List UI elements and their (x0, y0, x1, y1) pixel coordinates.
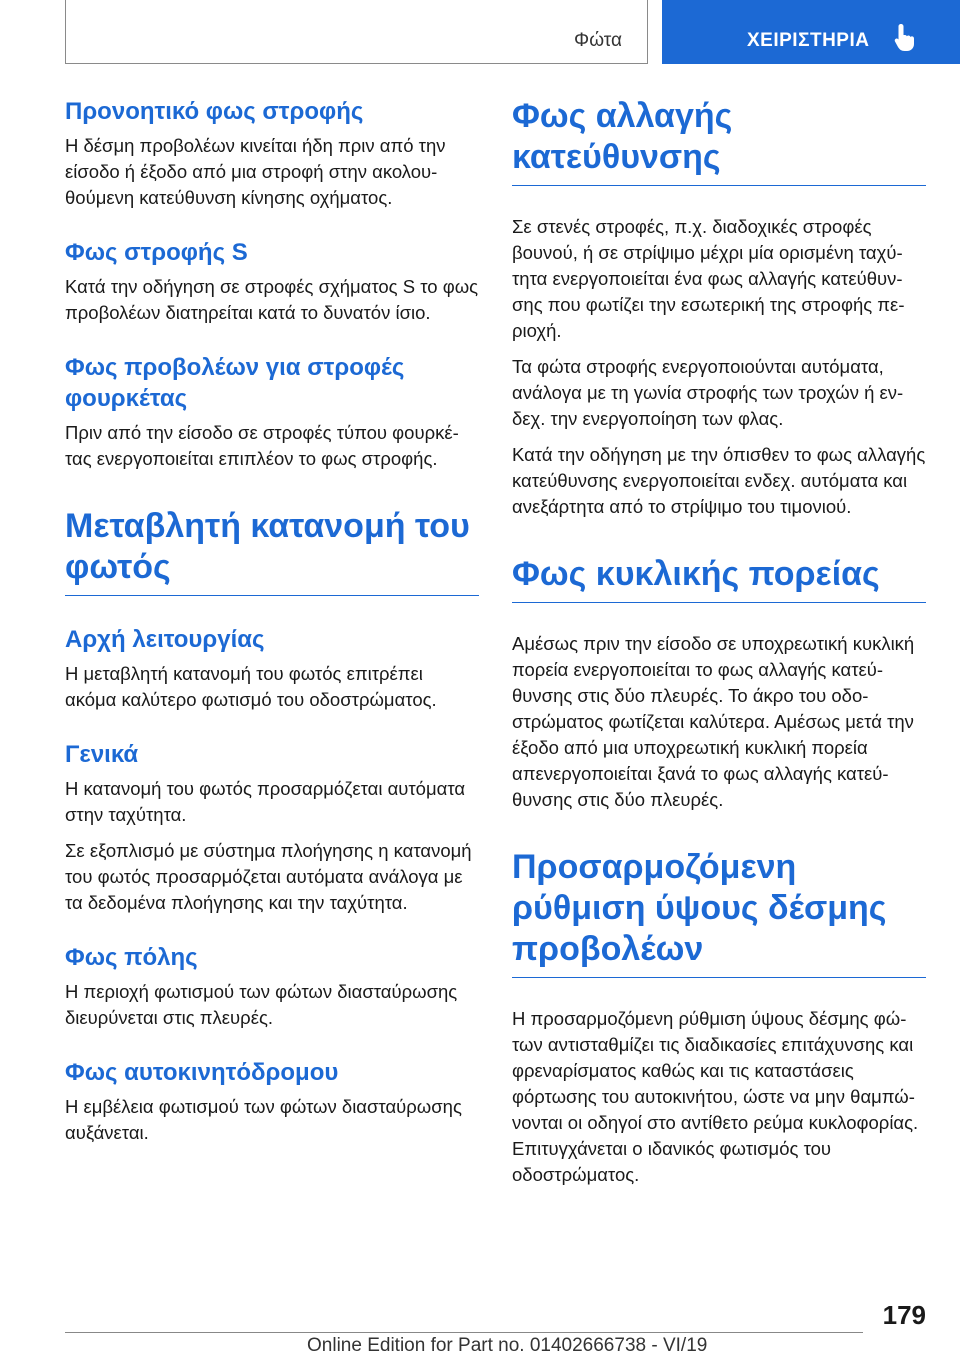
paragraph-s-curve-light: Κατά την οδήγηση σε στροφές σχήματος S το φως προβολέων διατηρείται κατά το δυνατόν ίσιο. (65, 276, 479, 323)
paragraph-turning-light-1: Σε στενές στροφές, π.χ. διαδοχικές στροφές βουνού, ή σε στρίψιμο μέχρι μία ορισμένη ταχύτητα ενεργοποιείται ένα φως αλλαγής κατεύθυνσης που φωτίζει την εσωτερική της στροφής περιοχή. (512, 216, 905, 341)
paragraph-turning-light-2: Τα φώτα στροφής ενεργοποιούνται αυτόματα, ανάλογα με τη γωνία στροφής των τροχών ή ενδεχ. την ενεργοποίηση των φλας. (512, 356, 904, 429)
paragraph-general-2: Σε εξοπλισμό με σύστημα πλοήγησης η κατανομή του φωτός προσαρμόζεται αυτόματα ανάλογα με τα δεδομένα πλοήγησης και την ταχύτητα. (65, 840, 472, 913)
page-number: 179 (882, 1300, 926, 1330)
heading-predictive-cornering-light: Προνοητικό φως στροφής (65, 98, 364, 125)
footer-divider (65, 1332, 863, 1333)
heading-general: Γενικά (65, 741, 139, 768)
header-chapter-tab[interactable] (662, 0, 960, 64)
paragraph-motorway-light: Η εμβέλεια φωτισμού των φώτων διασταύρωσης αυξάνεται. (65, 1096, 462, 1143)
paragraph-turning-light-3: Κατά την οδήγηση με την όπισθεν το φως αλλαγής κατεύθυνσης ενεργοποιείται ενδεχ. αυτόματα και ανεξάρτητα από το στρίψιμο του τιμονιού. (512, 444, 926, 517)
right-column (512, 96, 926, 1198)
paragraph-hairpin-light: Πριν από την είσοδο σε στροφές τύπου φουρκέτας ενεργοποιείται επιπλέον το φως στροφής. (65, 422, 459, 469)
paragraph-predictive-cornering-light: Η δέσμη προβολέων κινείται ήδη πριν από την είσοδο ή έξοδο από μια στροφή στην ακολουθούμενη κατεύθυνση κίνησης οχήματος. (65, 135, 446, 208)
heading-turning-light: Φως αλλαγής κατεύθυνσης (512, 96, 926, 186)
heading-variable-light-distribution: Μεταβλητή κατανομή του φωτός (65, 506, 479, 596)
heading-hairpin-light: Φως προβολέων για στροφές φουρκέτας (65, 354, 405, 412)
chapter-label: ΧΕΙΡΙΣΤΗΡΙΑ (747, 30, 870, 51)
paragraph-general-1: Η κατανομή του φωτός προσαρμόζεται αυτόματα στην ταχύτητα. (65, 778, 466, 825)
edition-note: Online Edition for Part no. 01402666738 - VI/19 (307, 1335, 708, 1356)
header-section-title: Φώτα (574, 30, 622, 51)
paragraph-city-light: Η περιοχή φωτισμού των φώτων διασταύρωσης διευρύνεται στις πλευρές. (65, 981, 458, 1028)
heading-s-curve-light: Φως στροφής S (65, 239, 248, 266)
left-column (65, 96, 479, 1156)
heading-roundabout-light: Φως κυκλικής πορείας (512, 554, 926, 603)
heading-motorway-light: Φως αυτοκινητόδρομου (65, 1059, 339, 1086)
header-frame (65, 0, 648, 64)
paragraph-roundabout-light: Αμέσως πριν την είσοδο σε υποχρεωτική κυκλική πορεία ενεργοποιείται το φως αλλαγής κατεύθυνσης στις δύο πλευρές. Το άκρο του οδοστρώματος φωτίζεται καλύτερα. Αμέσως μετά την έξοδο από μια υποχρεωτική κυκλική πορεία απενεργοποιείται ξανά το φως αλλαγής κατεύθυνσης στις δύο πλευρές. (512, 633, 915, 810)
paragraph-operating-principle: Η μεταβλητή κατανομή του φωτός επιτρέπει ακόμα καλύτερο φωτισμό του οδοστρώματος. (65, 663, 437, 710)
hand-pointer-icon (892, 22, 918, 52)
heading-operating-principle: Αρχή λειτουργίας (65, 626, 265, 653)
heading-city-light: Φως πόλης (65, 944, 198, 971)
heading-adaptive-headlight-range: Προσαρμοζόμενη ρύθμιση ύψους δέσμης προβολέων (512, 847, 926, 978)
paragraph-adaptive-headlight-range: Η προσαρμοζόμενη ρύθμιση ύψους δέσμης φώτων αντισταθμίζει τις διαδικασίες επιτάχυνσης και φρεναρίσματος καθώς και τις καταστάσεις φόρτωσης του αυτοκινήτου, ώστε να μην θαμπώνονται οι οδηγοί στο αντίθετο ρεύμα κυκλοφορίας. Επιτυγχάνεται ο ιδανικός φωτισμός του οδοστρώματος. (512, 1008, 919, 1185)
